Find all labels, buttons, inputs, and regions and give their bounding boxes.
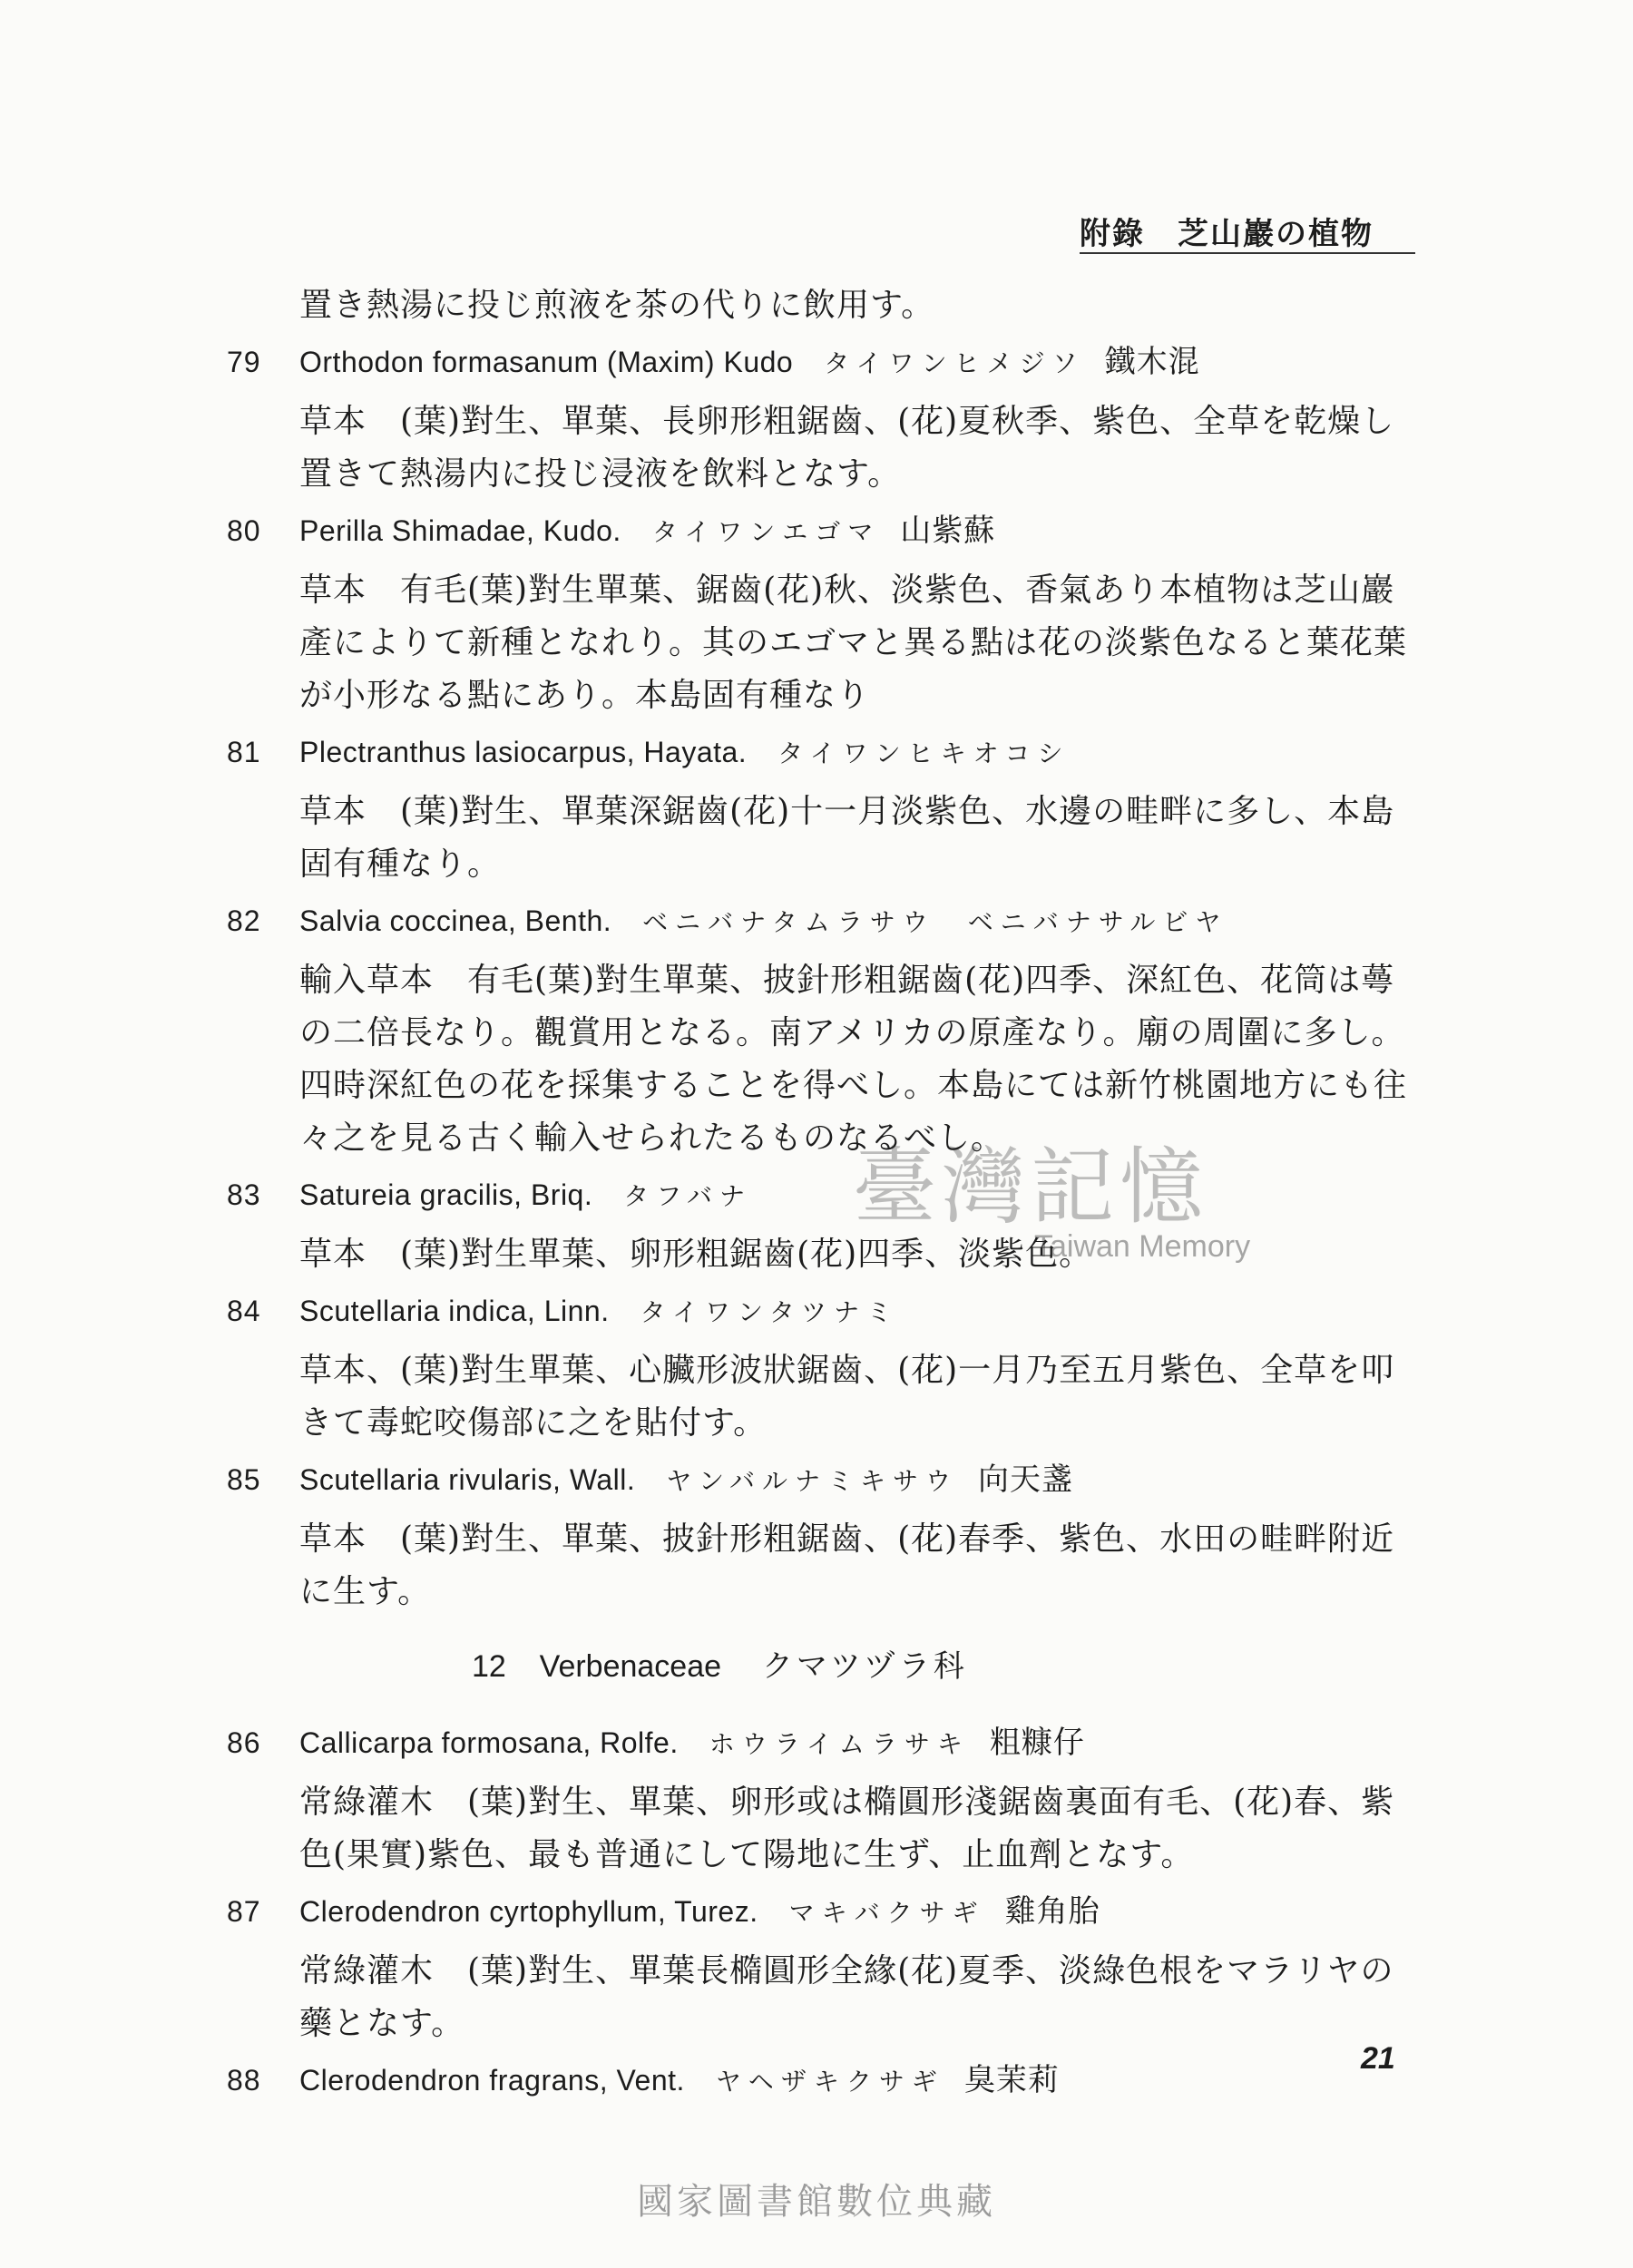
species-entry [227,1716,1424,1882]
family-number: 12 [472,1649,506,1684]
watermark-subtitle: Taiwan Memory [1034,1229,1251,1264]
entry-number: 84 [227,1295,261,1327]
description-line: 常綠灌木 (葉)對生、單葉、卵形或は橢圓形淺鋸齒裏面有毛、(花)春、紫 [299,1784,1395,1821]
entry-heading [227,894,1424,949]
entry-number: 82 [227,904,261,937]
entry-heading [227,726,1424,780]
japanese-name: タイワンタツナミ [640,1297,900,1327]
entry-heading [227,504,1424,559]
chinese-name: 雞角胎 [1004,1893,1100,1930]
species-entry [227,1168,1424,1281]
entry-number: 86 [227,1726,261,1759]
description-line: の二倍長なり。觀賞用となる。南アメリカの原產なり。廟の周圍に多し。 [299,1014,1405,1051]
entry-list-a [227,336,1424,1618]
watermark-title: 臺灣記憶 [853,1139,1209,1236]
continuation-line: 置き熱湯に投じ煎液を茶の代りに飲用す。 [299,287,935,324]
scientific-name: Callicarpa formosana, Rolfe. [299,1726,679,1759]
description-line: 色(果實)紫色、最も普通にして陽地に生ず、止血劑となす。 [299,1836,1195,1873]
description-line: 草本 (葉)對生、單葉、長卵形粗鋸齒、(花)夏秋季、紫色、全草を乾燥し [299,403,1395,440]
entry-list-b [227,1716,1424,2108]
entry-heading [227,1285,1424,1339]
japanese-name: マキバクサギ [788,1898,985,1928]
description-line: 草本 (葉)對生單葉、卵形粗鋸齒(花)四季、淡紫色。 [299,1236,1093,1273]
description-line: 々之を見る古く輸入せられたるものなるべし。 [299,1119,1005,1157]
description-line: に生す。 [299,1573,432,1610]
entry-heading [227,336,1424,390]
species-entry [227,1453,1424,1618]
entry-number: 79 [227,346,261,378]
species-entry [227,336,1424,501]
description-line: 固有種なり。 [299,846,502,883]
chinese-name: 山紫蘇 [900,513,996,549]
chinese-name: 粗糠仔 [989,1725,1085,1761]
chinese-name: 向天盞 [978,1461,1073,1498]
entry-number: 80 [227,514,261,547]
species-entry [227,1285,1424,1450]
japanese-name: ベニバナタムラサウ ベニバナサルビヤ [642,907,1228,937]
description-line: きて毒蛇咬傷部に之を貼付す。 [299,1404,768,1442]
scientific-name: Scutellaria rivularis, Wall. [299,1463,636,1496]
description-line: 草本 (葉)對生、單葉深鋸齒(花)十一月淡紫色、水邊の畦畔に多し、本島 [299,793,1395,830]
description-line: 草本、(葉)對生單葉、心臟形波狀鋸齒、(花)一月乃至五月紫色、全草を叩 [299,1352,1395,1389]
chinese-name: 鐵木混 [1104,344,1200,380]
chinese-name: 臭茉莉 [963,2062,1060,2098]
species-entry [227,504,1424,722]
description-line: 常綠灌木 (葉)對生、單葉長橢圓形全緣(花)夏季、淡綠色根をマラリヤの [299,1952,1394,1989]
scientific-name: Plectranthus lasiocarpus, Hayata. [299,736,748,768]
entry-number: 81 [227,736,261,768]
japanese-name: タイワンヒメジソ [824,348,1085,378]
japanese-name: タイワンヒキオコシ [777,738,1071,768]
species-entry [227,726,1424,891]
description-line: 草本 (葉)對生、單葉、披針形粗鋸齒、(花)春季、紫色、水田の畦畔附近 [299,1520,1395,1558]
page-number: 21 [1361,2041,1395,2076]
entry-number: 83 [227,1178,261,1211]
description-line: 產によりて新種となれり。其のエゴマと異る點は花の淡紫色なると葉花葉 [299,624,1408,661]
entry-heading [227,2054,1424,2108]
entry-number: 88 [227,2064,261,2097]
family-scientific-name: Verbenaceae [539,1649,722,1684]
entry-heading [227,1168,1424,1223]
description-line: 置きて熱湯内に投じ浸液を飲料となす。 [299,455,902,493]
japanese-name: タイワンエゴマ [651,517,881,547]
description-line: 藥となす。 [299,2005,465,2042]
scientific-name: Scutellaria indica, Linn. [299,1295,610,1327]
scientific-name: Orthodon formasanum (Maxim) Kudo [299,346,794,378]
species-entry [227,894,1424,1165]
running-header: 附錄 芝山巖の植物 [1080,216,1374,252]
japanese-name: ヤンバルナミキサウ [666,1466,958,1496]
description-line: が小形なる點にあり。本島固有種なり [299,677,871,714]
species-entry [227,1885,1424,2050]
entry-number: 87 [227,1895,261,1928]
entry-heading [227,1453,1424,1508]
scientific-name: Clerodendron fragrans, Vent. [299,2064,685,2097]
scientific-name: Perilla Shimadae, Kudo. [299,514,621,547]
scientific-name: Satureia gracilis, Briq. [299,1178,593,1211]
entry-heading [227,1885,1424,1940]
japanese-name: タフバナ [623,1181,752,1211]
description-line: 四時深紅色の花を採集することを得べし。本島にては新竹桃園地方にも往 [299,1067,1408,1104]
footer-credit: 國家圖書館數位典藏 [637,2181,996,2223]
header-rule [1080,252,1415,254]
scientific-name: Salvia coccinea, Benth. [299,904,612,937]
description-line: 草本 有毛(葉)對生單葉、鋸齒(花)秋、淡紫色、香氣あり本植物は芝山巖 [299,572,1395,609]
family-heading [227,1640,1424,1693]
entry-heading [227,1716,1424,1771]
japanese-name: ホウライムラサキ [709,1729,970,1759]
species-entry [227,2054,1424,2108]
description-line: 輸入草本 有毛(葉)對生單葉、披針形粗鋸齒(花)四季、深紅色、花筒は蕚 [299,962,1395,999]
family-japanese-name: クマツヅラ科 [761,1648,968,1685]
scientific-name: Clerodendron cyrtophyllum, Turez. [299,1895,758,1928]
entry-number: 85 [227,1463,261,1496]
japanese-name: ヤヘザキクサギ [715,2067,944,2097]
page-content [227,279,1424,2108]
